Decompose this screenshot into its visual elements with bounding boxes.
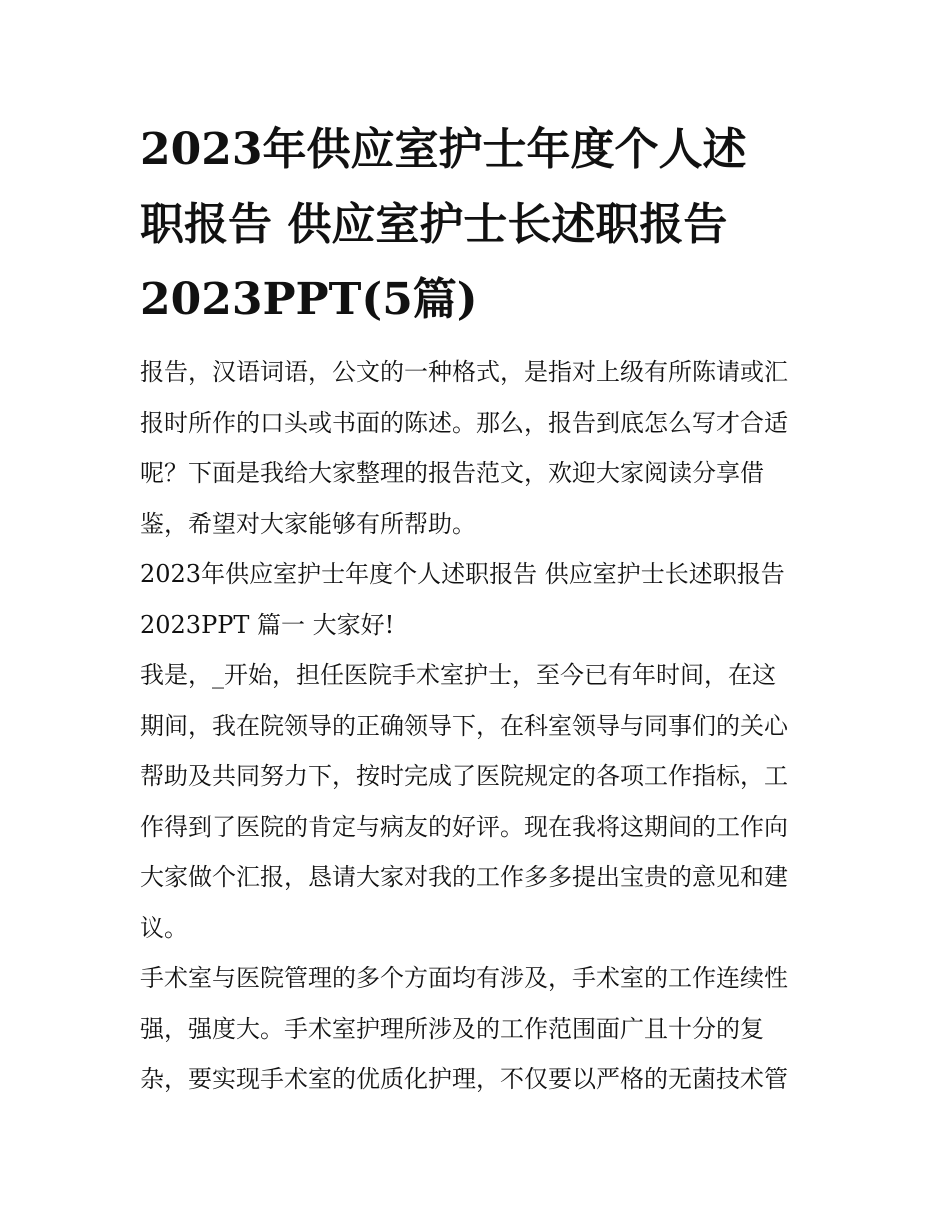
title-line: 职报告 供应室护士长述职报告: [140, 199, 728, 250]
text-line: 帮助及共同努力下，按时完成了医院规定的各项工作指标，工: [140, 762, 788, 790]
text-line: 大家做个汇报，恳请大家对我的工作多多提出宝贵的意见和建: [140, 863, 788, 891]
text-line: 2023PPT 篇一 大家好!: [140, 610, 395, 639]
text-line: 杂，要实现手术室的优质化护理，不仅要以严格的无菌技术管: [140, 1065, 788, 1093]
title-line: 2023年供应室护士年度个人述: [140, 124, 747, 175]
document-page: [140, 112, 820, 1105]
text-line: 手术室与医院管理的多个方面均有涉及，手术室的工作连续性: [140, 964, 788, 992]
text-line: 作得到了医院的肯定与病友的好评。现在我将这期间的工作向: [140, 812, 788, 841]
text-line: 2023年供应室护士年度个人述职报告 供应室护士长述职报告: [140, 560, 785, 588]
intro-paragraph: [140, 347, 820, 549]
text-line: 期间，我在院领导的正确领导下，在科室领导与同事们的关心: [140, 711, 788, 740]
text-line: 议。: [140, 913, 188, 942]
section-heading-paragraph: [140, 549, 820, 650]
text-line: 报告，汉语词语，公文的一种格式，是指对上级有所陈请或汇: [140, 358, 788, 386]
body-paragraph: [140, 650, 820, 953]
text-line: 报时所作的口头或书面的陈述。那么，报告到底怎么写才合适: [140, 408, 788, 437]
text-line: 呢？下面是我给大家整理的报告范文，欢迎大家阅读分享借: [140, 459, 764, 487]
title-line: 2023PPT(5篇): [140, 274, 478, 325]
text-line: 我是，_开始，担任医院手术室护士，至今已有年时间，在这: [140, 661, 776, 689]
text-line: 鉴，希望对大家能够有所帮助。: [140, 509, 476, 538]
document-title: [140, 112, 820, 337]
text-line: 强，强度大。手术室护理所涉及的工作范围面广且十分的复: [140, 1014, 764, 1043]
body-paragraph: [140, 953, 820, 1105]
